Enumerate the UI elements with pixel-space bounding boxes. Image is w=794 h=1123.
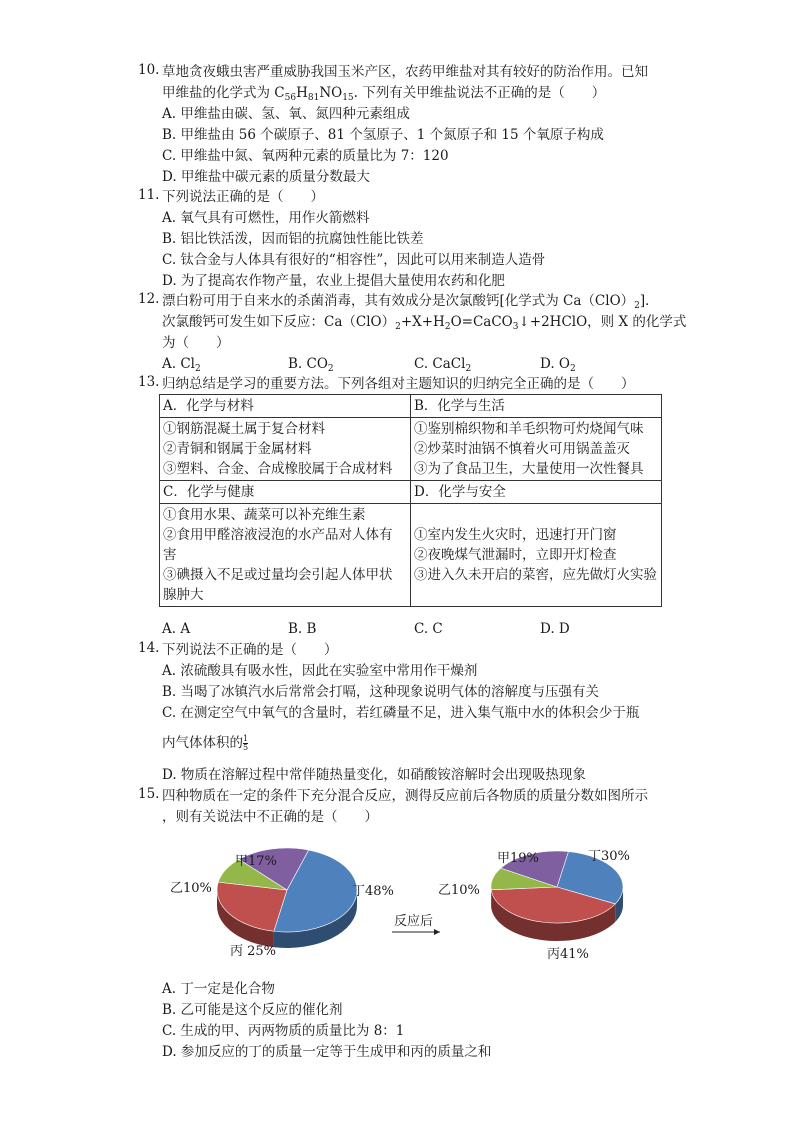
question-stem-line: 四种物质在一定的条件下充分混合反应，测得反应前后各物质的质量分数如图所示: [162, 788, 648, 804]
option-c: C. 钛合金与人体具有很好的“相容性”，因此可以用来制造人造骨: [162, 252, 546, 268]
question-stem-line: 草地贪夜蛾虫害严重威胁我国玉米产区，农药甲维盐对其有较好的防治作用。已知: [162, 64, 648, 80]
option-c: C. 甲维盐中氮、氧两种元素的质量比为 7：120: [162, 148, 449, 164]
option-d: D. 为了提高农作物产量，农业上提倡大量使用农药和化肥: [162, 273, 505, 289]
pie2-label-yi: 乙10%: [438, 883, 480, 898]
option-b: B. 铝比铁活泼，因而铝的抗腐蚀性能比铁差: [162, 231, 424, 247]
option-a: A. 氧气具有可燃性，用作火箭燃料: [162, 210, 370, 226]
question-number: 14.: [138, 640, 160, 656]
option-b: B. 当喝了冰镇汽水后常常会打嗝，这种现象说明气体的溶解度与压强有关: [162, 684, 600, 700]
cell-a-body: ①钢筋混凝土属于复合材料 ②青铜和钢属于金属材料 ③塑料、合金、合成橡胶属于合成材料: [160, 418, 411, 481]
option-b: B. 甲维盐由 56 个碳原子、81 个氢原子、1 个氮原子和 15 个氧原子构成: [162, 127, 604, 143]
question-stem-line: 下列说法不正确的是（ ）: [162, 642, 338, 658]
fraction: $\frac{1}{5}$: [243, 734, 249, 752]
pie2-label-jia: 甲19%: [497, 851, 539, 866]
option-c-continued: 内气体体积的 $\frac{1}{5}$: [162, 734, 249, 752]
options-row: [162, 354, 666, 374]
pie1-label-ding: 丁48%: [352, 884, 394, 899]
pie1-label-bing: 丙 25%: [230, 944, 277, 959]
cell-b-head: B．化学与生活: [411, 395, 662, 418]
question-stem-line: 甲维盐的化学式为 $C_{56}H_{81}NO_{15}$. 下列有关甲维盐说法不正确的是（ ）: [162, 85, 606, 103]
cell-a-head: A．化学与材料: [160, 395, 411, 418]
cell-c-head: C．化学与健康: [160, 481, 411, 504]
question-number: 12.: [138, 291, 160, 307]
option-c: C. C: [414, 621, 443, 637]
pie-charts-figure: [0, 835, 794, 975]
option-a: A. 甲维盐由碳、氢、氧、氮四种元素组成: [162, 106, 410, 122]
option-d: D. D: [540, 621, 570, 637]
cell-c-body: ①食用水果、蔬菜可以补充维生素 ②食用甲醛溶液浸泡的水产品对人体有 害 ③碘摄入不足或过量均会引起人体甲状 腺肿大: [160, 504, 411, 607]
question-stem-line: 归纳总结是学习的重要方法。下列各组对主题知识的归纳完全正确的是（ ）: [162, 376, 635, 392]
pie1-label-jia: 甲17%: [235, 854, 277, 869]
question-stem-line: 下列说法正确的是（ ）: [162, 189, 324, 205]
arrow-label: 反应后: [394, 914, 434, 929]
option-b: B. B: [288, 621, 317, 637]
question-number: 15.: [138, 786, 160, 802]
option-d: D. 物质在溶解过程中常伴随热量变化，如硝酸铵溶解时会出现吸热现象: [162, 767, 586, 783]
option-a: A. 浓硫酸具有吸水性，因此在实验室中常用作干燥剂: [162, 663, 478, 679]
arrow-head-icon: [434, 929, 440, 935]
cell-d-head: D．化学与安全: [411, 481, 662, 504]
option-a: A. 丁一定是化合物: [162, 981, 275, 997]
cell-b-body: ①鉴别棉织物和羊毛织物可灼烧闻气味 ②炒菜时油锅不慎着火可用锅盖盖灭 ③为了食品卫生，大量使用一次性餐具: [411, 418, 662, 481]
option-c: C. CaCl$_2$: [414, 356, 472, 374]
question-stem-line: 漂白粉可用于自来水的杀菌消毒，其有效成分是次氯酸钙[化学式为 $Ca(ClO)_2$]．: [162, 293, 659, 311]
cell-d-body: ①室内发生火灾时，迅速打开门窗 ②夜晚煤气泄漏时，立即开灯检查 ③进入久未开启的菜窖，应先做灯火实验: [411, 504, 662, 607]
option-b: B. 乙可能是这个反应的催化剂: [162, 1002, 343, 1018]
pie2-label-bing: 丙41%: [547, 947, 589, 962]
option-b: B. $CO_2$: [288, 356, 334, 374]
question-number: 11.: [138, 187, 160, 203]
question-stem-line: 次氯酸钙可发生如下反应：$Ca(ClO)_2+X+H_2O=CaCO_3↓+2HClO$，则 X 的化学式: [162, 314, 687, 332]
question-number: 10.: [138, 62, 160, 78]
options-row: [162, 619, 666, 639]
pie1-label-yi: 乙10%: [170, 881, 212, 896]
option-c: C. 在测定空气中氧气的含量时，若红磷量不足，进入集气瓶中水的体积会少于瓶: [162, 705, 640, 721]
summary-table: [159, 394, 662, 607]
question-stem-line: 为（ ）: [162, 335, 230, 351]
option-c: C. 生成的甲、丙两物质的质量比为 8：1: [162, 1023, 405, 1039]
pie2-label-ding: 丁30%: [588, 849, 630, 864]
option-d: D. $O_2$: [540, 356, 576, 374]
option-d: D. 甲维盐中碳元素的质量分数最大: [162, 169, 370, 185]
question-stem-line: ，则有关说法中不正确的是（ ）: [162, 809, 378, 825]
question-number: 13.: [138, 374, 160, 390]
option-a: A. A: [162, 621, 191, 637]
option-a: A. $Cl_2$: [162, 356, 201, 374]
option-d: D. 参加反应的丁的质量一定等于生成甲和丙的质量之和: [162, 1044, 492, 1060]
